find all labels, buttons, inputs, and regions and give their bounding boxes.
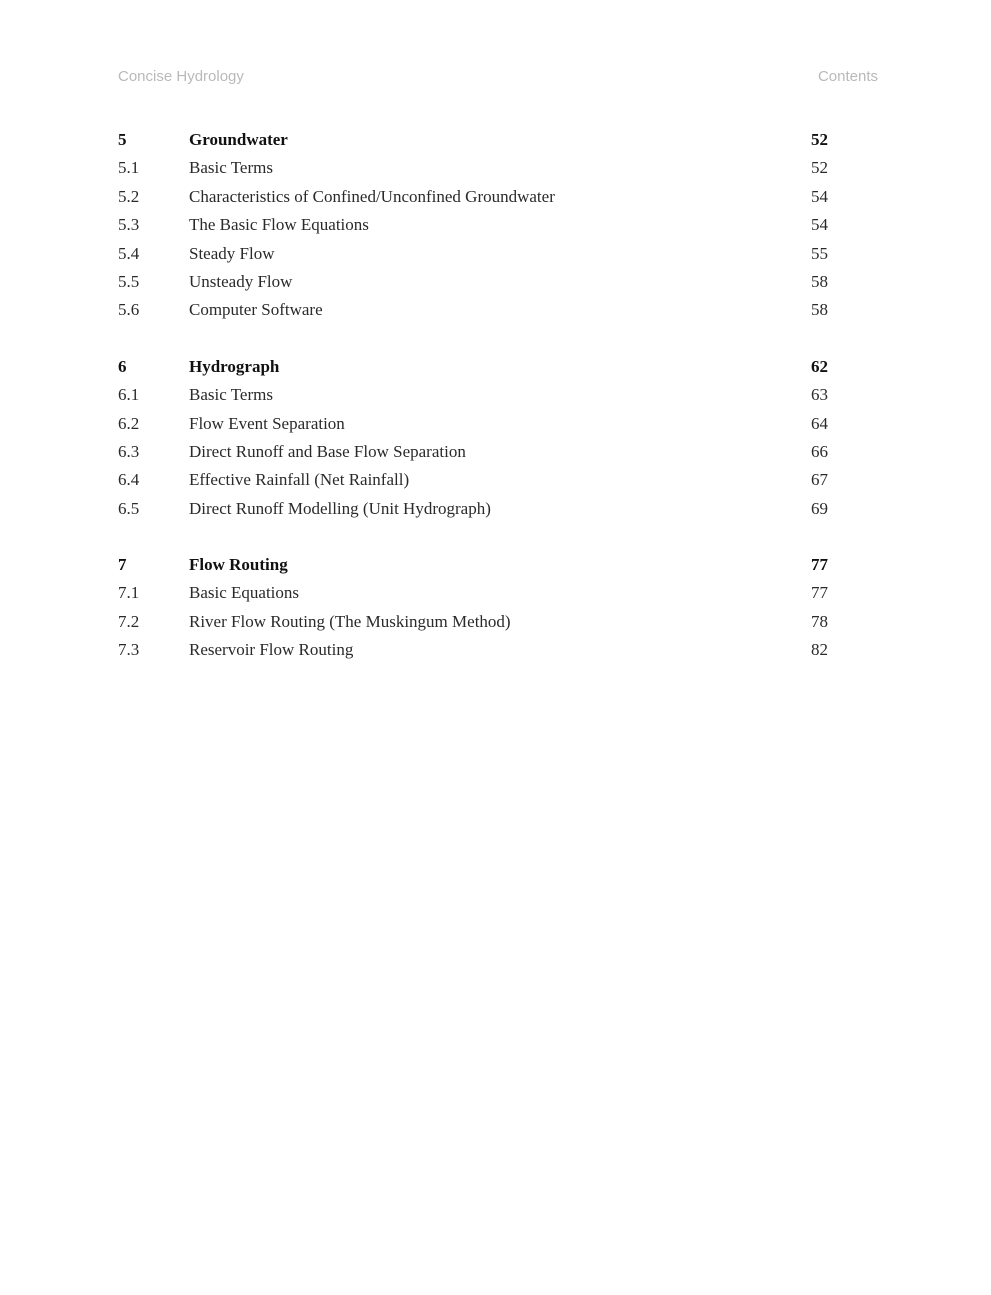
section-number: 5.4 bbox=[118, 243, 140, 263]
section-number: 5.2 bbox=[118, 186, 140, 206]
toc-entry[interactable] bbox=[118, 240, 828, 268]
section-title: Flow Event Separation bbox=[189, 413, 345, 433]
section-number: 7.3 bbox=[118, 640, 140, 660]
section-title: Unsteady Flow bbox=[189, 271, 293, 291]
chapter-title: Flow Routing bbox=[189, 555, 288, 575]
toc-chapter bbox=[118, 551, 828, 665]
section-number: 5.1 bbox=[118, 158, 140, 178]
section-title: Effective Rainfall (Net Rainfall) bbox=[189, 470, 410, 490]
toc-entry[interactable] bbox=[118, 495, 828, 523]
section-title: River Flow Routing (The Muskingum Method) bbox=[189, 611, 511, 631]
section-title: Characteristics of Confined/Unconfined Groundwater bbox=[189, 186, 555, 206]
chapter-page: 52 bbox=[811, 130, 828, 149]
toc-entry[interactable] bbox=[118, 608, 828, 636]
section-page: 64 bbox=[811, 413, 828, 433]
chapter-number: 5 bbox=[118, 130, 127, 149]
toc-chapter bbox=[118, 353, 828, 523]
section-title: Direct Runoff and Base Flow Separation bbox=[189, 441, 466, 461]
section-number: 6.3 bbox=[118, 441, 140, 461]
section-title: Reservoir Flow Routing bbox=[189, 640, 354, 660]
section-page: 66 bbox=[811, 441, 828, 461]
toc-entry[interactable] bbox=[118, 466, 828, 494]
section-page: 58 bbox=[811, 271, 828, 291]
toc-entry[interactable] bbox=[118, 296, 828, 324]
section-title: Direct Runoff Modelling (Unit Hydrograph) bbox=[189, 498, 491, 518]
section-number: 7.2 bbox=[118, 611, 140, 631]
section-title: Basic Equations bbox=[189, 583, 300, 603]
chapter-number: 7 bbox=[118, 555, 127, 575]
section-page: 77 bbox=[811, 583, 828, 603]
running-header bbox=[118, 68, 878, 90]
toc-entry[interactable] bbox=[118, 410, 828, 438]
toc-entry[interactable] bbox=[118, 211, 828, 239]
section-title: Basic Terms bbox=[189, 158, 273, 178]
section-page: 52 bbox=[811, 158, 828, 178]
toc-entry[interactable] bbox=[118, 381, 828, 409]
section-title: Contents bbox=[817, 68, 878, 85]
section-title: Steady Flow bbox=[189, 243, 275, 263]
chapter-title: Groundwater bbox=[189, 130, 288, 149]
section-page: 69 bbox=[811, 498, 828, 518]
section-page: 55 bbox=[811, 243, 828, 263]
section-number: 5.3 bbox=[118, 215, 140, 235]
toc-entry[interactable] bbox=[118, 183, 828, 211]
toc-chapter-heading[interactable] bbox=[118, 126, 828, 154]
toc-entry[interactable] bbox=[118, 579, 828, 607]
book-title: Concise Hydrology bbox=[118, 68, 244, 85]
toc-chapter-heading[interactable] bbox=[118, 551, 828, 579]
section-number: 5.6 bbox=[118, 300, 140, 320]
table-of-contents bbox=[118, 126, 828, 693]
section-page: 54 bbox=[811, 215, 828, 235]
toc-chapter bbox=[118, 126, 828, 325]
section-number: 7.1 bbox=[118, 583, 140, 603]
section-number: 6.5 bbox=[118, 498, 140, 518]
chapter-page: 62 bbox=[811, 356, 828, 376]
section-number: 5.5 bbox=[118, 271, 140, 291]
section-title: The Basic Flow Equations bbox=[189, 215, 369, 235]
section-page: 82 bbox=[811, 640, 828, 660]
section-page: 54 bbox=[811, 186, 828, 206]
section-page: 63 bbox=[811, 385, 828, 405]
toc-entry[interactable] bbox=[118, 438, 828, 466]
chapter-title: Hydrograph bbox=[189, 356, 280, 376]
section-title: Basic Terms bbox=[189, 385, 273, 405]
section-number: 6.2 bbox=[118, 413, 140, 433]
section-number: 6.4 bbox=[118, 470, 140, 490]
section-title: Computer Software bbox=[189, 300, 323, 320]
toc-chapter-heading[interactable] bbox=[118, 353, 828, 381]
section-page: 78 bbox=[811, 611, 828, 631]
toc-entry[interactable] bbox=[118, 636, 828, 664]
section-page: 67 bbox=[811, 470, 828, 490]
chapter-page: 77 bbox=[811, 555, 828, 575]
toc-entry[interactable] bbox=[118, 268, 828, 296]
toc-entry[interactable] bbox=[118, 154, 828, 182]
chapter-number: 6 bbox=[118, 356, 127, 376]
section-number: 6.1 bbox=[118, 385, 140, 405]
section-page: 58 bbox=[811, 300, 828, 320]
